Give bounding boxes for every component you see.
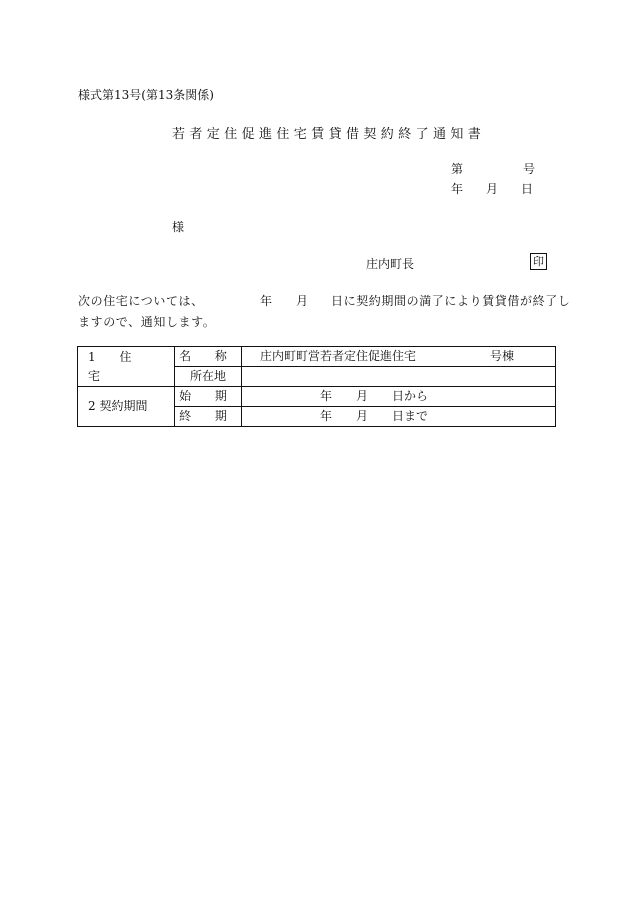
- name-value-cell: [242, 347, 556, 367]
- start-date-cell: [242, 387, 556, 407]
- housing-label: 1 住 宅: [78, 347, 175, 387]
- start-label: 始 期: [175, 387, 242, 407]
- location-value: [242, 367, 556, 387]
- body-line2: ますので、通知します。: [78, 315, 216, 329]
- start-suffix: 日から: [392, 389, 429, 403]
- contract-table: [77, 346, 556, 427]
- body-line1-end: 日に契約期間の満了により賃貸借が終了し: [331, 294, 571, 308]
- issuer-title: 庄内町長: [366, 257, 415, 271]
- end-year: 年: [320, 409, 333, 423]
- start-year: 年: [320, 389, 333, 403]
- date-year: 年: [451, 182, 464, 196]
- date-month: 月: [486, 182, 499, 196]
- end-date-cell: [242, 407, 556, 427]
- seal-mark: 印: [530, 253, 547, 270]
- body-line1-start: 次の住宅については、: [78, 294, 204, 308]
- end-suffix: 日まで: [392, 409, 429, 423]
- end-label: 終 期: [175, 407, 242, 427]
- location-label: 所在地: [175, 367, 242, 387]
- addressee-suffix: 様: [172, 220, 185, 234]
- start-month: 月: [356, 389, 369, 403]
- document-title: 若者定住促進住宅賃貸借契約終了通知書: [172, 127, 486, 142]
- body-month: 月: [296, 294, 309, 308]
- form-number: 様式第13号(第13条関係): [78, 88, 214, 102]
- table-row: [78, 347, 556, 367]
- doc-number-prefix: 第: [451, 162, 464, 176]
- doc-number-suffix: 号: [523, 162, 536, 176]
- body-year: 年: [260, 294, 273, 308]
- date-day: 日: [521, 182, 534, 196]
- housing-name: 庄内町町営若者定住促進住宅: [260, 349, 417, 363]
- building-suffix: 号棟: [490, 349, 515, 363]
- end-month: 月: [356, 409, 369, 423]
- table-row: [78, 387, 556, 407]
- name-label: 名 称: [175, 347, 242, 367]
- period-label: 2 契約期間: [78, 387, 175, 427]
